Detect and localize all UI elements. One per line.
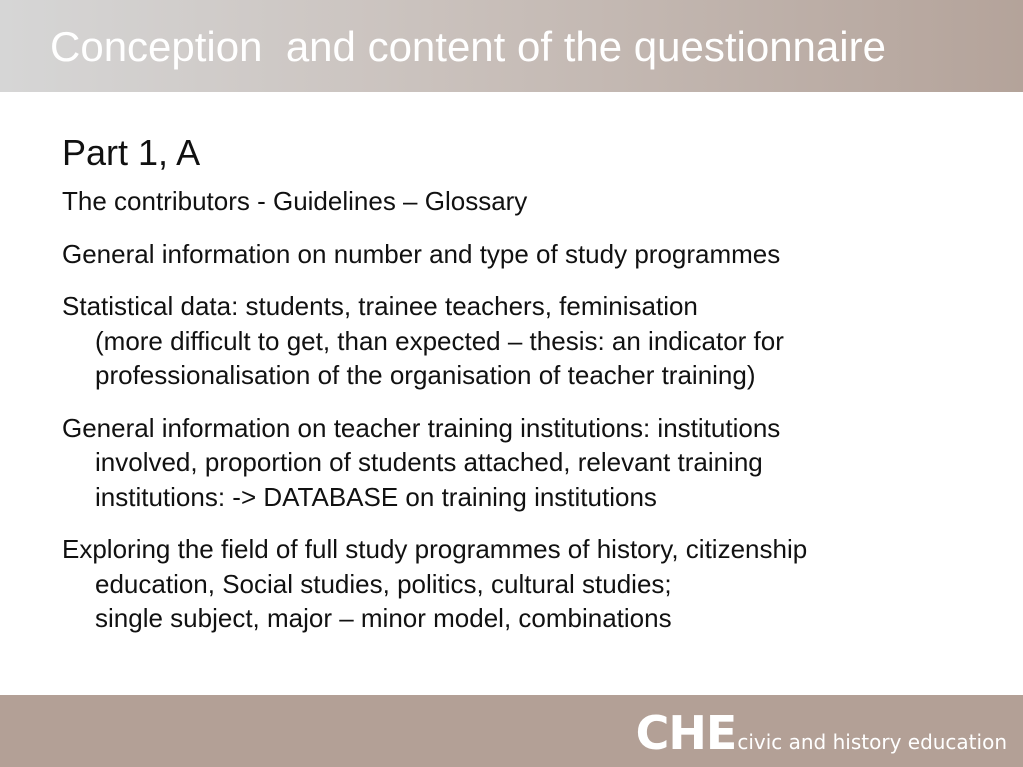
- bullet-line: (more difficult to get, than expected – thesis: an indicator for: [95, 325, 784, 356]
- bullet-line: institutions: -> DATABASE on training institutions: [95, 481, 657, 512]
- bullet-item: [62, 237, 992, 272]
- logo-text: civic and history education: [737, 730, 1007, 754]
- bullet-line: professionalisation of the organisation of teacher training): [95, 360, 756, 390]
- bullet-line: single subject, major – minor model, combinations: [95, 603, 672, 633]
- bullet-line: The contributors - Guidelines – Glossary: [62, 186, 528, 216]
- bullet-line: involved, proportion of students attached, relevant training: [95, 447, 763, 477]
- slide-header: [0, 0, 1023, 92]
- slide-footer: [0, 695, 1023, 767]
- bullet-line: General information on number and type of study programmes: [62, 238, 781, 269]
- slide-title: Conception and content of the questionnaire: [50, 23, 886, 70]
- bullet-item: [62, 411, 992, 515]
- che-logo: [635, 706, 1007, 760]
- bullet-line: General information on teacher training institutions: institutions: [62, 412, 781, 443]
- bullet-line: education, Social studies, politics, cultural studies;: [95, 568, 672, 599]
- slide-body: [62, 130, 992, 654]
- bullet-line: Statistical data: students, trainee teachers, feminisation: [62, 291, 698, 321]
- bullet-item: [62, 184, 992, 219]
- bullet-item: [62, 532, 992, 636]
- section-heading: Part 1, A: [62, 132, 201, 173]
- bullet-item: [62, 289, 992, 393]
- bullet-line: Exploring the field of full study programmes of history, citizenship: [62, 534, 808, 564]
- logo-mark: CHE: [635, 706, 737, 760]
